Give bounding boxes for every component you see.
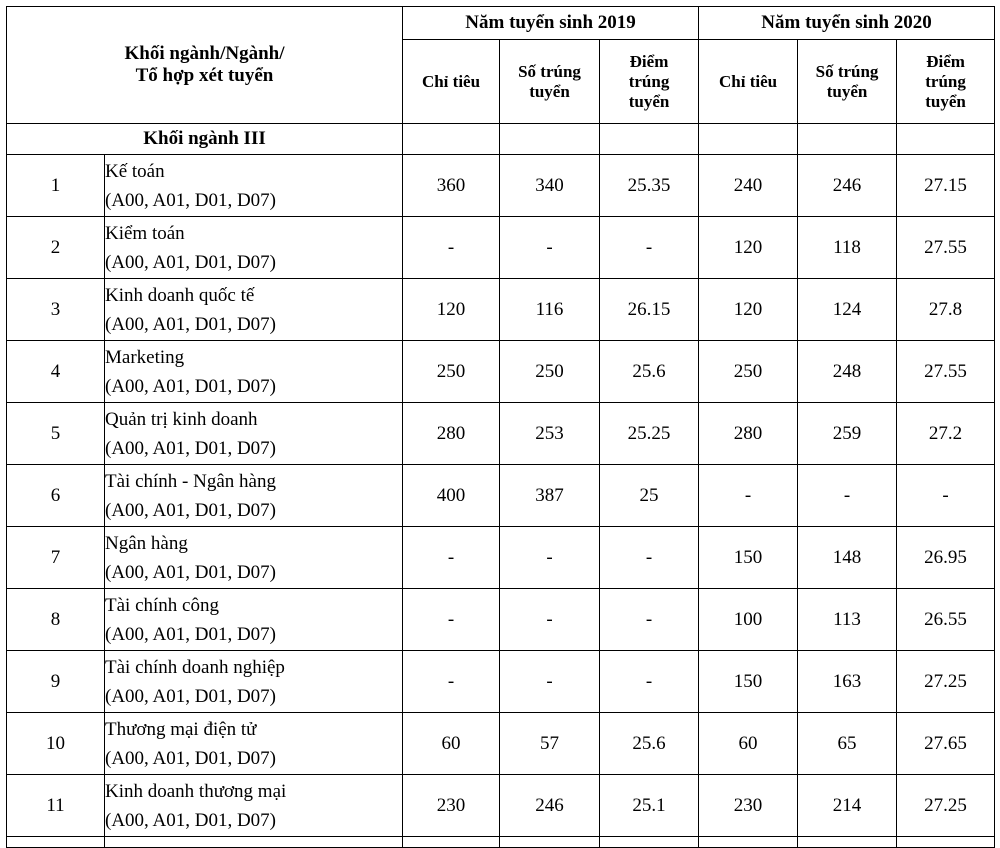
quota-2020: 250 [699, 341, 798, 403]
header-row-years [7, 7, 995, 40]
quota-2019: 120 [403, 279, 500, 341]
admitted-2020: 113 [798, 589, 897, 651]
admitted-2020: 148 [798, 527, 897, 589]
subject-combination: (A00, A01, D01, D07) [105, 747, 276, 769]
major-name: Kế toán [105, 160, 165, 182]
score-2020: - [897, 465, 995, 527]
table-row [7, 341, 995, 403]
score-header-line3: tuyển [925, 91, 966, 111]
admitted-2020: 118 [798, 217, 897, 279]
score-2020: 27.8 [897, 279, 995, 341]
quota-2019: - [403, 651, 500, 713]
quota-2019: 360 [403, 155, 500, 217]
admitted-header-2020 [798, 40, 897, 124]
admitted-2020: 259 [798, 403, 897, 465]
quota-2020: - [699, 465, 798, 527]
admitted-2019: 246 [500, 775, 600, 837]
major-group-header-line1: Khối ngành/Ngành/ [124, 43, 285, 64]
major-name: Thương mại điện tử [105, 718, 257, 740]
quota-2020: 120 [699, 217, 798, 279]
quota-2020: 280 [699, 403, 798, 465]
admitted-header-line2: tuyển [529, 81, 570, 101]
row-number: 7 [7, 527, 105, 589]
empty-cell [600, 837, 699, 848]
major-cell [105, 651, 403, 713]
score-2019: 25.25 [600, 403, 699, 465]
empty-cell [600, 124, 699, 155]
row-number: 10 [7, 713, 105, 775]
major-name: Tài chính doanh nghiệp [105, 656, 285, 678]
section-row [7, 124, 995, 155]
score-2019: 25.6 [600, 713, 699, 775]
year-2020-header: Năm tuyển sinh 2020 [699, 7, 995, 40]
score-2019: - [600, 217, 699, 279]
major-name: Kinh doanh thương mại [105, 780, 287, 802]
quota-2020: 150 [699, 651, 798, 713]
empty-cell [105, 837, 403, 848]
row-number: 3 [7, 279, 105, 341]
empty-cell [403, 837, 500, 848]
empty-cell [699, 837, 798, 848]
table-row [7, 465, 995, 527]
major-cell [105, 155, 403, 217]
score-2020: 27.25 [897, 651, 995, 713]
quota-2019: 250 [403, 341, 500, 403]
empty-cell [699, 124, 798, 155]
quota-2020: 150 [699, 527, 798, 589]
admitted-2019: 387 [500, 465, 600, 527]
section-title: Khối ngành III [7, 124, 403, 155]
admitted-2019: - [500, 651, 600, 713]
admitted-2020: 65 [798, 713, 897, 775]
admitted-2019: 340 [500, 155, 600, 217]
table-row [7, 713, 995, 775]
score-2019: 25.1 [600, 775, 699, 837]
quota-2019: 230 [403, 775, 500, 837]
admitted-2019: - [500, 217, 600, 279]
table-row [7, 775, 995, 837]
major-name: Kinh doanh quốc tế [105, 284, 255, 306]
quota-2019: 280 [403, 403, 500, 465]
quota-header-2019: Chỉ tiêu [403, 40, 500, 124]
admitted-2020: 214 [798, 775, 897, 837]
row-number: 1 [7, 155, 105, 217]
major-name: Marketing [105, 346, 185, 368]
quota-2020: 100 [699, 589, 798, 651]
score-2020: 26.95 [897, 527, 995, 589]
table-row [7, 589, 995, 651]
major-name: Quản trị kinh doanh [105, 408, 258, 430]
year-2019-header: Năm tuyển sinh 2019 [403, 7, 699, 40]
admitted-2020: 124 [798, 279, 897, 341]
row-number: 2 [7, 217, 105, 279]
major-name: Ngân hàng [105, 532, 188, 554]
admitted-2020: 246 [798, 155, 897, 217]
score-2019: 25.35 [600, 155, 699, 217]
empty-cell [897, 124, 995, 155]
major-group-header [7, 7, 403, 124]
score-header-line1: Điểm [926, 51, 965, 71]
table-row [7, 403, 995, 465]
admitted-header-2019 [500, 40, 600, 124]
table-row [7, 527, 995, 589]
major-cell [105, 713, 403, 775]
major-cell [105, 589, 403, 651]
quota-2019: - [403, 589, 500, 651]
row-number: 5 [7, 403, 105, 465]
score-2019: 25 [600, 465, 699, 527]
row-number: 4 [7, 341, 105, 403]
admitted-2019: 116 [500, 279, 600, 341]
quota-2020: 230 [699, 775, 798, 837]
empty-cell [7, 837, 105, 848]
major-cell [105, 217, 403, 279]
empty-cell [897, 837, 995, 848]
empty-cell [403, 124, 500, 155]
score-2020: 27.65 [897, 713, 995, 775]
empty-cell [798, 124, 897, 155]
quota-2020: 60 [699, 713, 798, 775]
score-header-line3: tuyển [628, 91, 670, 111]
subject-combination: (A00, A01, D01, D07) [105, 809, 276, 831]
subject-combination: (A00, A01, D01, D07) [105, 685, 276, 707]
score-2019: - [600, 651, 699, 713]
major-cell [105, 527, 403, 589]
score-2020: 27.55 [897, 217, 995, 279]
major-cell [105, 403, 403, 465]
major-name: Tài chính công [105, 594, 219, 616]
table-row [7, 837, 995, 848]
score-2019: - [600, 527, 699, 589]
admitted-2019: 57 [500, 713, 600, 775]
score-header-2019 [600, 40, 699, 124]
subject-combination: (A00, A01, D01, D07) [105, 251, 276, 273]
subject-combination: (A00, A01, D01, D07) [105, 561, 276, 583]
quota-2020: 120 [699, 279, 798, 341]
score-2020: 27.25 [897, 775, 995, 837]
admitted-header-line1: Số trúng [815, 61, 879, 81]
admitted-2020: 163 [798, 651, 897, 713]
major-group-header-line2: Tổ hợp xét tuyển [135, 65, 274, 86]
admission-table [6, 6, 995, 848]
score-2020: 27.55 [897, 341, 995, 403]
row-number: 8 [7, 589, 105, 651]
score-header-2020 [897, 40, 995, 124]
score-2019: 26.15 [600, 279, 699, 341]
score-2019: - [600, 589, 699, 651]
admitted-2019: 250 [500, 341, 600, 403]
empty-cell [798, 837, 897, 848]
subject-combination: (A00, A01, D01, D07) [105, 499, 276, 521]
quota-2019: - [403, 217, 500, 279]
empty-cell [500, 837, 600, 848]
score-2020: 27.15 [897, 155, 995, 217]
row-number: 9 [7, 651, 105, 713]
major-cell [105, 279, 403, 341]
major-cell [105, 775, 403, 837]
major-cell [105, 341, 403, 403]
quota-2019: 400 [403, 465, 500, 527]
admitted-header-line1: Số trúng [518, 61, 581, 81]
major-name: Tài chính - Ngân hàng [105, 470, 276, 492]
score-header-line2: trúng [925, 71, 966, 91]
quota-2019: 60 [403, 713, 500, 775]
major-name: Kiểm toán [105, 222, 185, 244]
quota-2020: 240 [699, 155, 798, 217]
row-number: 6 [7, 465, 105, 527]
table-row [7, 217, 995, 279]
admitted-2019: - [500, 527, 600, 589]
admitted-2020: 248 [798, 341, 897, 403]
score-2019: 25.6 [600, 341, 699, 403]
admitted-2020: - [798, 465, 897, 527]
score-2020: 27.2 [897, 403, 995, 465]
subject-combination: (A00, A01, D01, D07) [105, 189, 276, 211]
table-row [7, 651, 995, 713]
admitted-header-line2: tuyển [826, 81, 868, 101]
table-row [7, 155, 995, 217]
major-cell [105, 465, 403, 527]
empty-cell [500, 124, 600, 155]
score-header-line1: Điểm [629, 51, 669, 71]
row-number: 11 [7, 775, 105, 837]
subject-combination: (A00, A01, D01, D07) [105, 437, 276, 459]
subject-combination: (A00, A01, D01, D07) [105, 623, 276, 645]
quota-header-2020: Chỉ tiêu [699, 40, 798, 124]
table-row [7, 279, 995, 341]
admitted-2019: 253 [500, 403, 600, 465]
subject-combination: (A00, A01, D01, D07) [105, 375, 276, 397]
score-2020: 26.55 [897, 589, 995, 651]
subject-combination: (A00, A01, D01, D07) [105, 313, 276, 335]
quota-2019: - [403, 527, 500, 589]
admitted-2019: - [500, 589, 600, 651]
score-header-line2: trúng [628, 71, 670, 91]
